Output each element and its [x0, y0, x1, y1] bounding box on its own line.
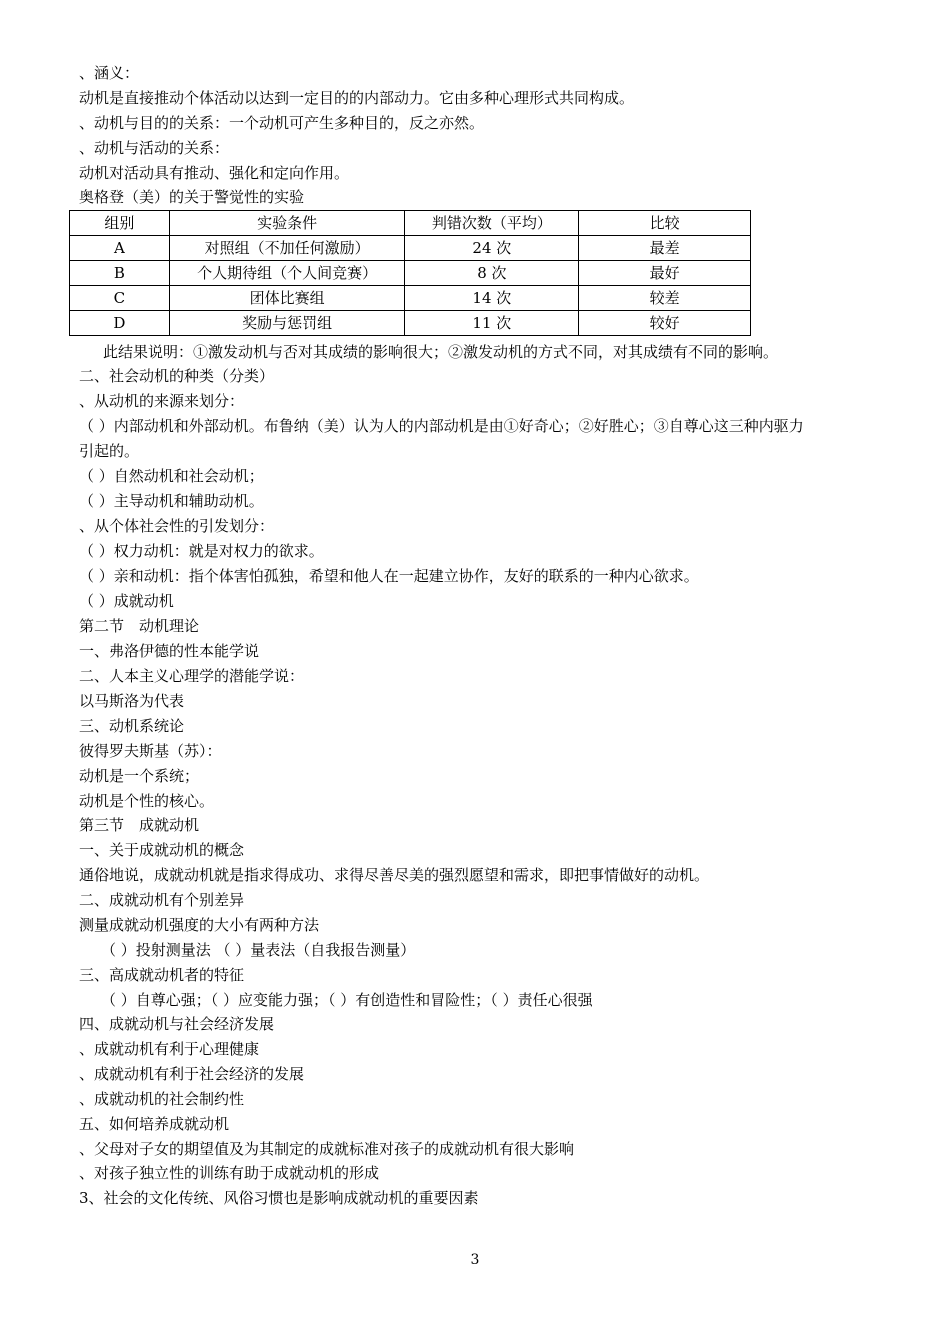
text-line: （ ）自然动机和社会动机；: [79, 467, 264, 485]
table-header-cell: 判错次数（平均）: [405, 211, 579, 236]
page-number: 3: [470, 1252, 480, 1268]
text-line: 、成就动机有利于心理健康: [79, 1040, 260, 1058]
table-cell: 奖励与惩罚组: [169, 311, 405, 336]
text-line: （ ）权力动机：就是对权力的欲求。: [79, 542, 324, 560]
conclusion-text: 此结果说明：①激发动机与否对其成绩的影响很大；②激发动机的方式不同，对其成绩有不同的影响。: [103, 343, 779, 361]
text-line: 动机是一个系统；: [79, 767, 200, 785]
text-line: 测量成就动机强度的大小有两种方法: [79, 916, 320, 934]
text-line: 四、成就动机与社会经济发展: [79, 1015, 275, 1033]
table-cell: 14 次: [405, 286, 579, 311]
table-header-cell: 实验条件: [169, 211, 405, 236]
text-line: 动机是直接推动个体活动以达到一定目的的内部动力。它由多种心理形式共同构成。: [79, 89, 635, 107]
table-cell: C: [70, 286, 170, 311]
text-line: 三、高成就动机者的特征: [79, 966, 245, 984]
table-cell: 较好: [579, 311, 751, 336]
table-cell: 个人期待组（个人间竞赛）: [169, 261, 405, 286]
text-line: （ ）主导动机和辅助动机。: [79, 492, 264, 510]
text-line: （ ）内部动机和外部动机。布鲁纳（美）认为人的内部动机是由①好奇心；②好胜心；③自尊心这三种内驱力: [79, 417, 804, 435]
table-cell: B: [70, 261, 170, 286]
section-heading: 第二节 动机理论: [79, 617, 200, 635]
text-line: （ ）成就动机: [79, 592, 174, 610]
text-line: 二、人本主义心理学的潜能学说：: [79, 667, 305, 685]
text-line: 通俗地说，成就动机就是指求得成功、求得尽善尽美的强烈愿望和需求，即把事情做好的动机。: [79, 866, 710, 884]
text-line: 、从个体社会性的引发划分：: [79, 517, 275, 535]
text-line: 动机对活动具有推动、强化和定向作用。: [79, 164, 350, 182]
text-line: 、动机与目的的关系：一个动机可产生多种目的，反之亦然。: [79, 114, 485, 132]
table-cell: D: [70, 311, 170, 336]
table-header-cell: 比较: [579, 211, 751, 236]
text-line: 3、社会的文化传统、风俗习惯也是影响成就动机的重要因素: [79, 1189, 479, 1207]
text-line: 、成就动机有利于社会经济的发展: [79, 1065, 305, 1083]
text-line: 、父母对子女的期望值及为其制定的成就标准对孩子的成就动机有很大影响: [79, 1140, 575, 1158]
table-caption: 奥格登（美）的关于警觉性的实验: [79, 188, 305, 206]
table-cell: A: [70, 236, 170, 261]
section-heading: 二、社会动机的种类（分类）: [79, 367, 275, 385]
text-line: （ ）亲和动机：指个体害怕孤独，希望和他人在一起建立协作，友好的联系的一种内心欲求。: [79, 567, 699, 585]
table-cell: 24 次: [405, 236, 579, 261]
text-line: 彼得罗夫斯基（苏）：: [79, 742, 222, 760]
table-header-row: [70, 211, 751, 236]
table-row: [70, 311, 751, 336]
traits-line: （ ）自尊心强；（ ）应变能力强；（ ）有创造性和冒险性；（ ）责任心很强: [101, 991, 593, 1009]
text-line: 、涵义：: [79, 64, 140, 82]
methods-line: （ ）投射测量法 （ ）量表法（自我报告测量）: [101, 941, 416, 959]
text-line: 一、关于成就动机的概念: [79, 841, 245, 859]
text-line: 、成就动机的社会制约性: [79, 1090, 245, 1108]
table-cell: 较差: [579, 286, 751, 311]
table-row: [70, 286, 751, 311]
table-cell: 11 次: [405, 311, 579, 336]
text-line: 、动机与活动的关系：: [79, 139, 230, 157]
table-cell: 对照组（不加任何激励）: [169, 236, 405, 261]
text-line: 二、成就动机有个别差异: [79, 891, 245, 909]
table-row: [70, 236, 751, 261]
text-line: 五、如何培养成就动机: [79, 1115, 230, 1133]
text-line: 、从动机的来源来划分：: [79, 392, 245, 410]
table-cell: 团体比赛组: [169, 286, 405, 311]
table-row: [70, 261, 751, 286]
text-line: 引起的。: [79, 442, 140, 460]
text-line: 三、动机系统论: [79, 717, 185, 735]
text-line: 以马斯洛为代表: [79, 692, 185, 710]
table-header-cell: 组别: [70, 211, 170, 236]
text-line: 一、弗洛伊德的性本能学说: [79, 642, 260, 660]
text-line: 、对孩子独立性的训练有助于成就动机的形成: [79, 1164, 380, 1182]
table-cell: 8 次: [405, 261, 579, 286]
text-line: 动机是个性的核心。: [79, 792, 215, 810]
table-cell: 最差: [579, 236, 751, 261]
table-cell: 最好: [579, 261, 751, 286]
experiment-table: [69, 210, 751, 336]
section-heading: 第三节 成就动机: [79, 816, 200, 834]
